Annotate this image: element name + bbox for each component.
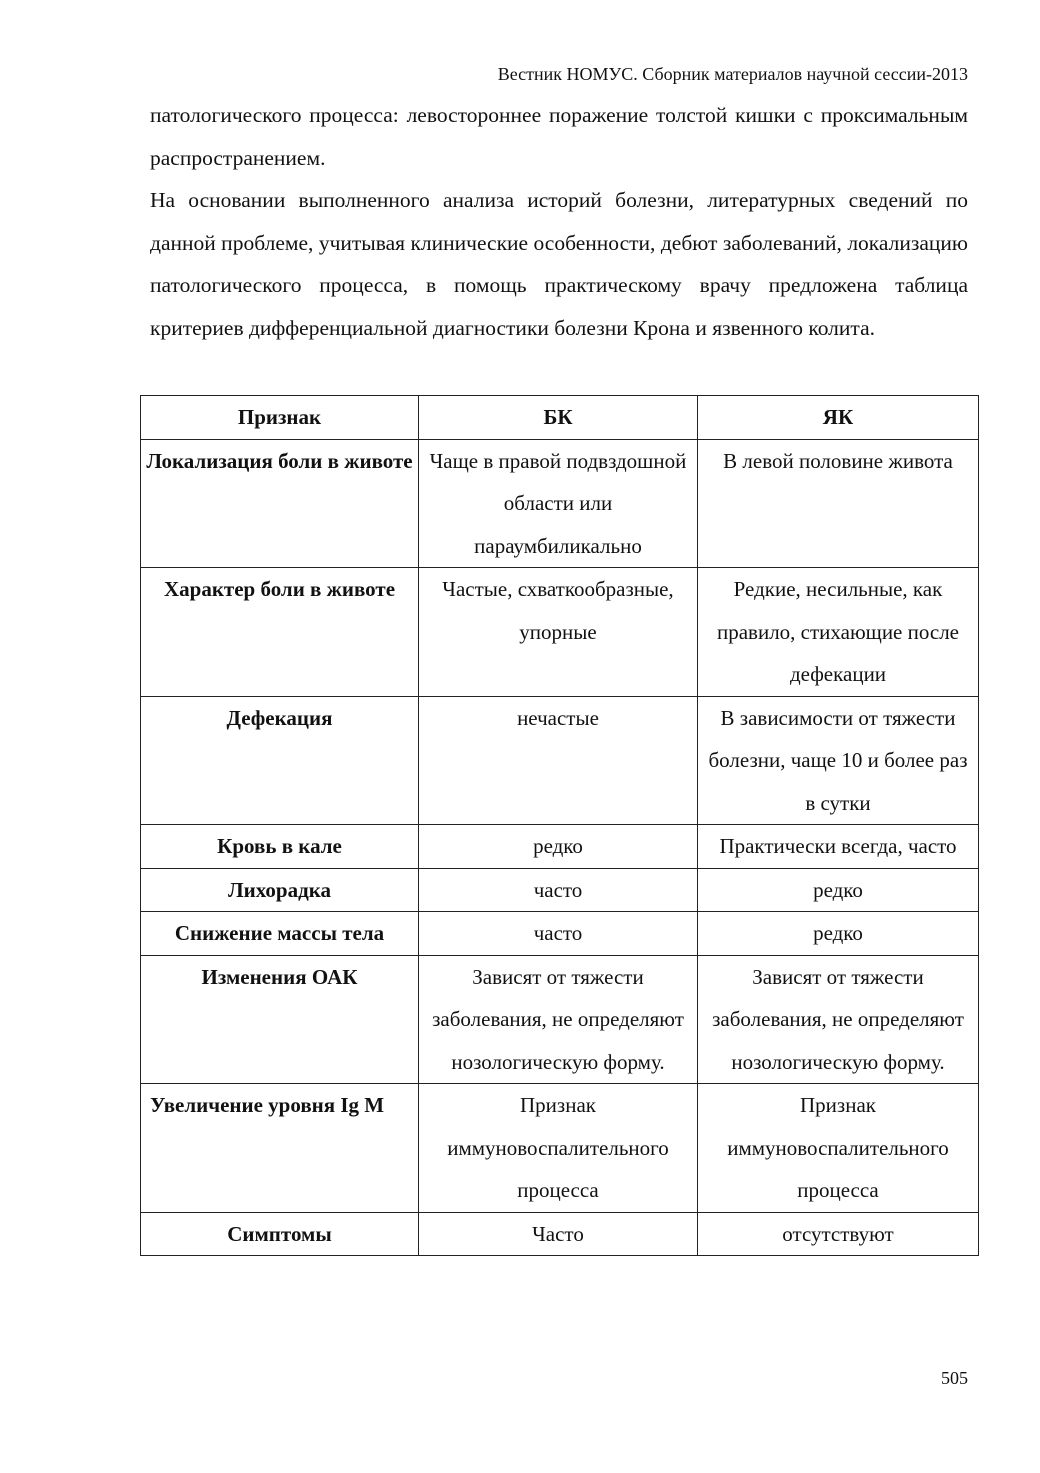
table-row (141, 825, 979, 869)
feature-cell: Симптомы (141, 1212, 419, 1256)
header-cell-yak: ЯК (698, 396, 979, 440)
paragraph-intro: На основании выполненного анализа историй болезни, литературных сведений по данной проблеме, учитывая клинические особенности, дебют заболеваний, локализацию патологического процесса, в помощь практическому врачу предложена таблица критериев дифференциальной диагностики болезни Крона и язвенного колита. (150, 188, 968, 340)
table-row (141, 1084, 979, 1213)
bk-cell: Признак иммуновоспалительного процесса (419, 1084, 698, 1213)
feature-cell: Дефекация (141, 696, 419, 825)
criteria-table (140, 395, 979, 1256)
table-row (141, 868, 979, 912)
bk-cell: Частые, схваткообразные, упорные (419, 568, 698, 697)
table-row (141, 955, 979, 1084)
feature-cell: Изменения ОАК (141, 955, 419, 1084)
paragraph-continuation: патологического процесса: левостороннее поражение толстой кишки с проксимальным распространением. (150, 103, 968, 170)
feature-cell: Увеличение уровня Ig M (141, 1084, 419, 1213)
yak-cell: В зависимости от тяжести болезни, чаще 10 и более раз в сутки (698, 696, 979, 825)
header-cell-feature: Признак (141, 396, 419, 440)
table-row (141, 568, 979, 697)
yak-cell: В левой половине живота (698, 439, 979, 568)
yak-cell: отсутствуют (698, 1212, 979, 1256)
table-row (141, 439, 979, 568)
body-text (150, 94, 968, 349)
feature-cell: Лихорадка (141, 868, 419, 912)
bk-cell: нечастые (419, 696, 698, 825)
table-row (141, 912, 979, 956)
bk-cell: Часто (419, 1212, 698, 1256)
header-cell-bk: БК (419, 396, 698, 440)
yak-cell: Практически всегда, часто (698, 825, 979, 869)
bk-cell: редко (419, 825, 698, 869)
yak-cell: Редкие, несильные, как правило, стихающие после дефекации (698, 568, 979, 697)
feature-cell: Характер боли в животе (141, 568, 419, 697)
running-header: Вестник НОМУС. Сборник материалов научной сессии-2013 (497, 64, 968, 84)
feature-cell: Кровь в кале (141, 825, 419, 869)
yak-cell: редко (698, 912, 979, 956)
table-row (141, 696, 979, 825)
yak-cell: Зависят от тяжести заболевания, не определяют нозологическую форму. (698, 955, 979, 1084)
feature-cell: Локализация боли в животе (141, 439, 419, 568)
bk-cell: часто (419, 868, 698, 912)
bk-cell: Зависят от тяжести заболевания, не определяют нозологическую форму. (419, 955, 698, 1084)
page-number: 505 (941, 1368, 968, 1388)
bk-cell: Чаще в правой подвздошной области или параумбиликально (419, 439, 698, 568)
yak-cell: редко (698, 868, 979, 912)
bk-cell: часто (419, 912, 698, 956)
table-row (141, 1212, 979, 1256)
table-header-row (141, 396, 979, 440)
yak-cell: Признак иммуновоспалительного процесса (698, 1084, 979, 1213)
feature-cell: Снижение массы тела (141, 912, 419, 956)
